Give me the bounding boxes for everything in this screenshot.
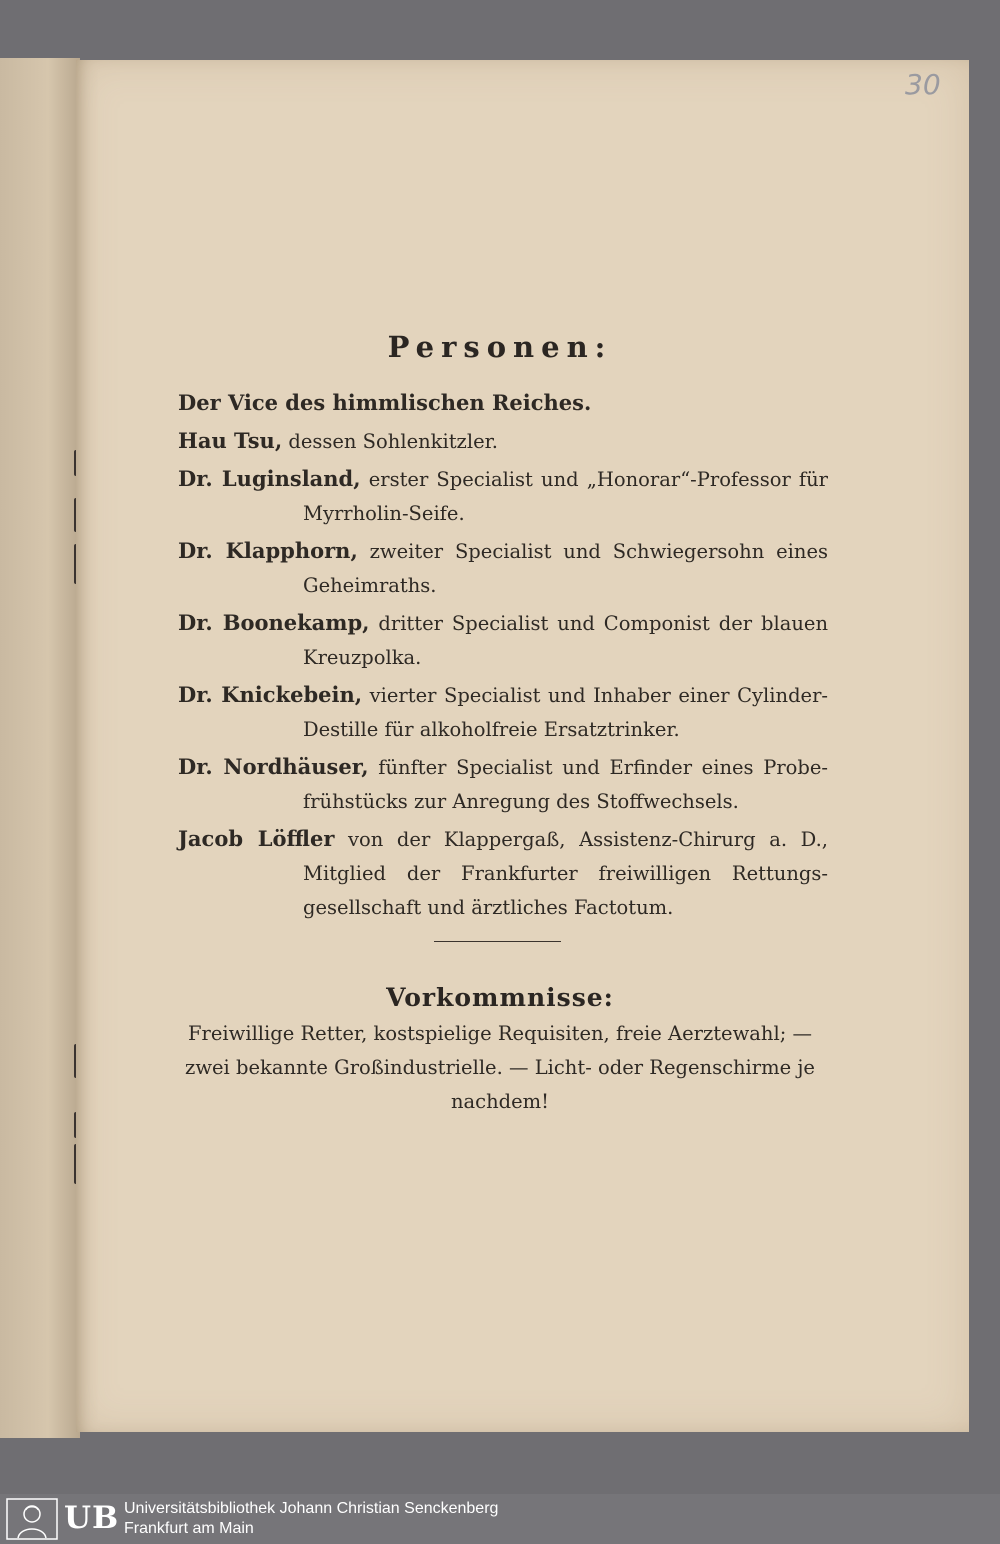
cast-entry bbox=[178, 678, 828, 747]
cast-name: Dr. Luginsland, bbox=[178, 466, 361, 491]
cast-entry bbox=[178, 386, 828, 421]
cast-entry bbox=[178, 606, 828, 675]
library-logo bbox=[6, 1498, 120, 1540]
cast-name: Dr. Nordhäuser, bbox=[178, 754, 369, 779]
cast-description: fünfter Specialist und Erfinder eines Probe-frühstücks zur Anregung des Stoffwechsels. bbox=[303, 756, 829, 813]
cast-entry bbox=[178, 822, 828, 925]
vorkommnisse-heading: Vorkommnisse: bbox=[386, 983, 614, 1012]
cast-name: Jacob Löffler bbox=[178, 826, 335, 851]
cast-description: vierter Specialist und Inhaber einer Cylinder-Destille für alkoholfreie Ersatztrinker. bbox=[303, 684, 829, 741]
personen-heading: Personen: bbox=[387, 330, 613, 364]
cast-name: Der Vice des himmlischen Reiches. bbox=[178, 390, 592, 415]
library-banner bbox=[0, 1494, 1000, 1544]
cast-name: Hau Tsu, bbox=[178, 428, 283, 453]
cast-name: Dr. Boonekamp, bbox=[178, 610, 370, 635]
left-page-edge bbox=[0, 58, 80, 1438]
vorkommnisse-text: Freiwillige Retter, kostspielige Requisiten, freie Aerztewahl; — zwei bekannte Großindustrielle. — Licht- oder Regenschirme je nachdem! bbox=[185, 1022, 815, 1113]
section-divider bbox=[434, 941, 561, 942]
cast-name: Dr. Knickebein, bbox=[178, 682, 363, 707]
cast-description: von der Klappergaß, Assistenz-Chirurg a. D., Mitglied der Frankfurter freiwilligen Rettungs-gesellschaft und ärztliches Factotum. bbox=[303, 828, 828, 919]
cast-entry bbox=[178, 534, 828, 603]
library-city: Frankfurt am Main bbox=[124, 1520, 254, 1537]
portrait-logo-icon bbox=[6, 1498, 58, 1540]
cast-list bbox=[178, 386, 828, 928]
cast-description: erster Specialist und „Honorar“-Professor für Myrrholin-Seife. bbox=[303, 468, 829, 525]
cast-name: Dr. Klapphorn, bbox=[178, 538, 358, 563]
cast-entry bbox=[178, 424, 828, 459]
cast-description: dessen Sohlenkitzler. bbox=[288, 430, 498, 453]
logo-ub-text: UB bbox=[64, 1500, 120, 1536]
cast-description: zweiter Specialist und Schwiegersohn eines Geheimraths. bbox=[303, 540, 829, 597]
cast-description: dritter Specialist und Componist der blauen Kreuzpolka. bbox=[303, 612, 829, 669]
cast-entry bbox=[178, 750, 828, 819]
page-number: 30 bbox=[905, 68, 941, 101]
library-name: Universitätsbibliothek Johann Christian Senckenberg bbox=[124, 1500, 499, 1517]
cast-entry bbox=[178, 462, 828, 531]
